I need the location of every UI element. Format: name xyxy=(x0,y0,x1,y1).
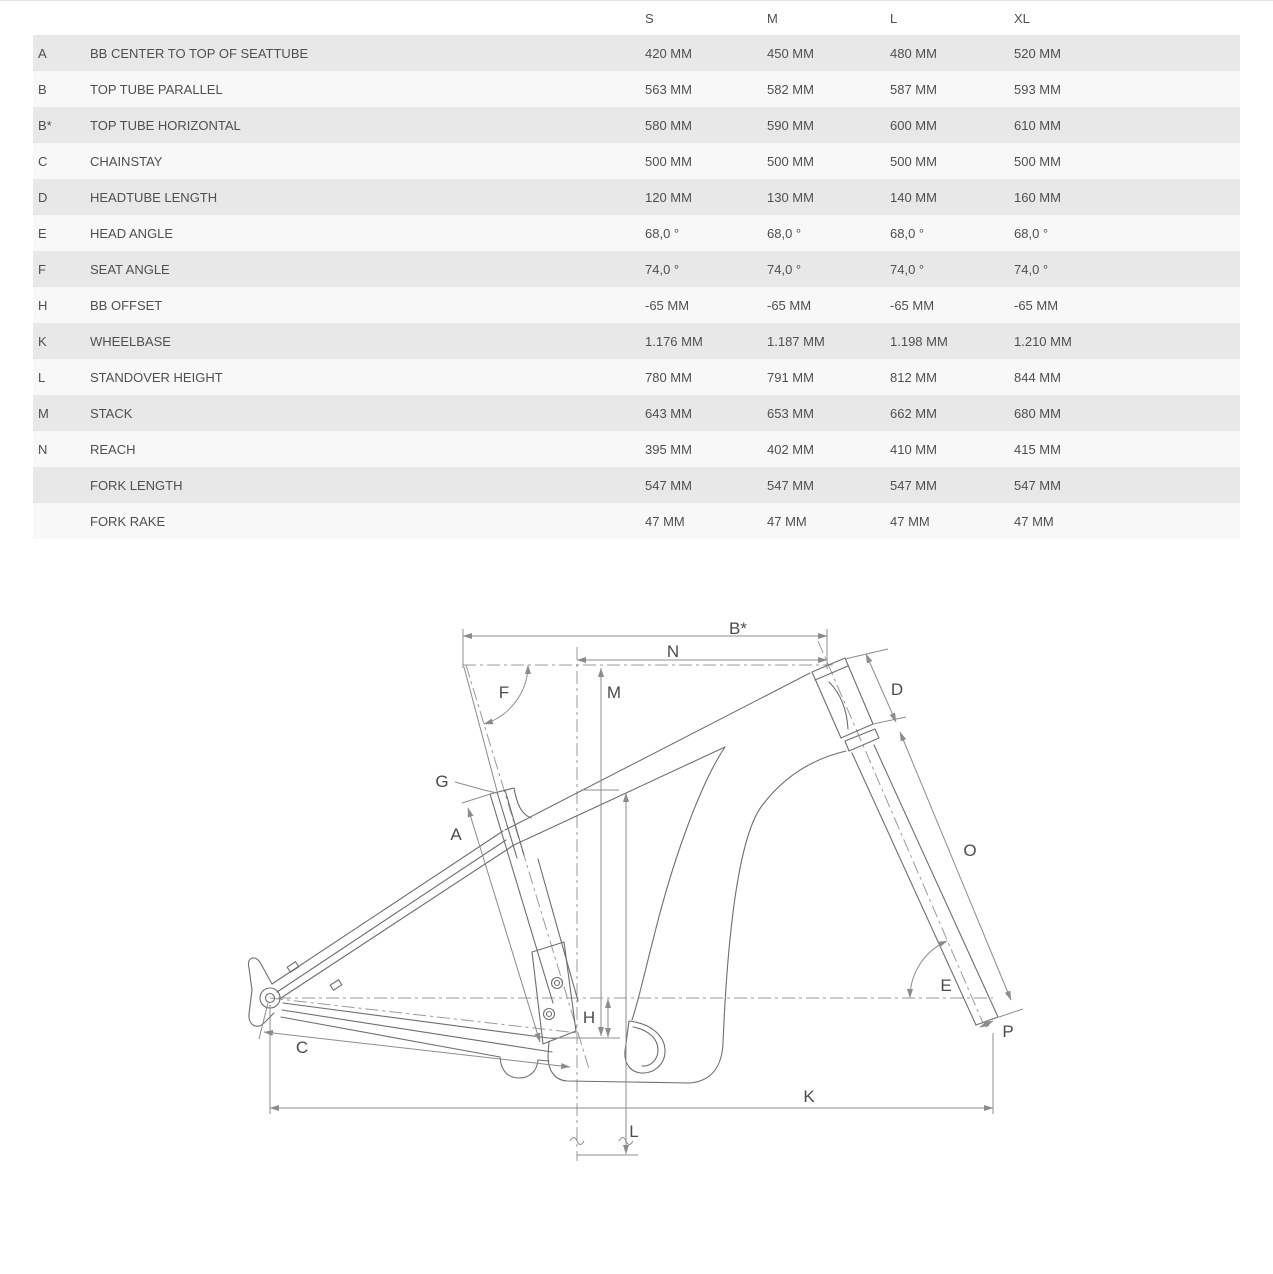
row-value-l: 47 MM xyxy=(890,513,930,529)
axis-lines xyxy=(270,641,993,1161)
geometry-table xyxy=(33,1,1240,539)
diagram-label-bb-offset: H xyxy=(582,1008,596,1027)
row-value-xl: 68,0 ° xyxy=(1014,225,1049,241)
row-value-s: 120 MM xyxy=(645,189,692,205)
table-row xyxy=(33,431,1240,467)
ext-headtube-bottom xyxy=(873,717,906,724)
row-measure-name: STANDOVER HEIGHT xyxy=(90,369,223,385)
row-value-l: 68,0 ° xyxy=(890,225,925,241)
seat-tube-right-edge xyxy=(538,859,578,1001)
row-measure-name: BB OFFSET xyxy=(90,297,163,313)
row-letter: B* xyxy=(38,117,52,133)
frame-geometry-diagram xyxy=(0,561,1273,1274)
diagram-label-b-star-icon: B* xyxy=(729,619,747,638)
header-size-s: S xyxy=(645,10,654,26)
stay-tab-2 xyxy=(330,980,342,990)
header-size-m: M xyxy=(767,10,778,26)
diagram-label-seat-angle: F xyxy=(498,683,510,702)
table-row xyxy=(33,323,1240,359)
diagram-label-stack: M xyxy=(606,683,622,702)
table-row xyxy=(33,179,1240,215)
chainring-cutout-inner xyxy=(633,1027,658,1066)
row-measure-name: WHEELBASE xyxy=(90,333,171,349)
row-value-l: 587 MM xyxy=(890,81,937,97)
row-value-xl: -65 MM xyxy=(1014,297,1059,313)
row-value-m: 402 MM xyxy=(767,441,814,457)
table-row xyxy=(33,35,1240,71)
table-row xyxy=(33,395,1240,431)
chainstay-inner-line xyxy=(282,1010,552,1052)
chainring-cutout xyxy=(625,1021,665,1073)
dimension-lines xyxy=(259,629,1023,1155)
row-value-m: 1.187 MM xyxy=(767,333,825,349)
row-value-s: 643 MM xyxy=(645,405,692,421)
row-value-s: 74,0 ° xyxy=(645,261,680,277)
row-value-l: 812 MM xyxy=(890,369,937,385)
row-value-xl: 160 MM xyxy=(1014,189,1061,205)
row-value-m: 47 MM xyxy=(767,513,807,529)
row-value-s: 500 MM xyxy=(645,153,692,169)
row-value-xl: 1.210 MM xyxy=(1014,333,1072,349)
ext-fork-tip xyxy=(999,1009,1023,1017)
row-measure-name: TOP TUBE HORIZONTAL xyxy=(90,117,241,133)
leader-g xyxy=(455,782,497,793)
row-letter: A xyxy=(38,45,47,61)
row-value-l: 547 MM xyxy=(890,477,937,493)
row-letter: C xyxy=(38,153,48,169)
row-value-m: 450 MM xyxy=(767,45,814,61)
header-row xyxy=(33,1,1240,35)
geometry-table-body xyxy=(33,35,1240,539)
header-size-l: L xyxy=(890,10,898,26)
row-value-s: 47 MM xyxy=(645,513,685,529)
table-row xyxy=(33,359,1240,395)
motor-housing xyxy=(548,1041,723,1083)
dim-chainstay xyxy=(264,1032,570,1067)
header-letter xyxy=(33,1,90,35)
row-measure-name: TOP TUBE PARALLEL xyxy=(90,81,223,97)
row-value-l: 410 MM xyxy=(890,441,937,457)
row-measure-name: STACK xyxy=(90,405,133,421)
row-value-l: 74,0 ° xyxy=(890,261,925,277)
row-value-m: 590 MM xyxy=(767,117,814,133)
row-value-m: 74,0 ° xyxy=(767,261,802,277)
row-letter: M xyxy=(38,405,49,421)
head-tube xyxy=(812,658,873,738)
row-measure-name: HEAD ANGLE xyxy=(90,225,174,241)
diagram-label-headtube: D xyxy=(890,680,904,699)
row-value-m: 68,0 ° xyxy=(767,225,802,241)
diagram-label-head-angle: E xyxy=(940,976,952,995)
diagram-label-seattube: A xyxy=(450,825,462,844)
row-value-s: 563 MM xyxy=(645,81,692,97)
bolt-inner-1 xyxy=(555,981,560,986)
row-measure-name: REACH xyxy=(90,441,136,457)
row-value-xl: 520 MM xyxy=(1014,45,1061,61)
row-value-s: 580 MM xyxy=(645,117,692,133)
seat-tube-axis xyxy=(466,665,589,1069)
row-value-m: 130 MM xyxy=(767,189,814,205)
row-measure-name: SEAT ANGLE xyxy=(90,261,170,277)
diagram-label-fork-length: O xyxy=(963,841,977,860)
row-measure-name: FORK RAKE xyxy=(90,513,166,529)
row-value-s: 780 MM xyxy=(645,369,692,385)
row-value-s: 395 MM xyxy=(645,441,692,457)
header-name xyxy=(90,1,645,35)
table-row xyxy=(33,71,1240,107)
row-letter: L xyxy=(38,369,46,385)
row-value-xl: 47 MM xyxy=(1014,513,1054,529)
row-value-m: -65 MM xyxy=(767,297,812,313)
row-letter: B xyxy=(38,81,47,97)
row-value-m: 500 MM xyxy=(767,153,814,169)
row-value-xl: 500 MM xyxy=(1014,153,1061,169)
row-value-l: 500 MM xyxy=(890,153,937,169)
diagram-label-standover: L xyxy=(629,1122,639,1141)
row-letter: F xyxy=(38,261,46,277)
bolt-outer-2 xyxy=(544,1009,555,1020)
row-letter: D xyxy=(38,189,48,205)
diagram-label-seat-clamp: G xyxy=(435,772,449,791)
row-letter xyxy=(33,467,90,503)
row-value-xl: 680 MM xyxy=(1014,405,1061,421)
row-value-m: 547 MM xyxy=(767,477,814,493)
geometry-table-header xyxy=(33,1,1240,35)
fork-crown xyxy=(845,729,879,751)
row-letter: E xyxy=(38,225,47,241)
row-value-s: 420 MM xyxy=(645,45,692,61)
row-value-xl: 593 MM xyxy=(1014,81,1061,97)
row-value-l: 140 MM xyxy=(890,189,937,205)
row-value-xl: 415 MM xyxy=(1014,441,1061,457)
ext-seat-axis xyxy=(464,667,497,791)
row-value-l: 662 MM xyxy=(890,405,937,421)
row-value-l: 480 MM xyxy=(890,45,937,61)
row-value-xl: 844 MM xyxy=(1014,369,1061,385)
diagram-labels xyxy=(296,619,1014,1141)
row-measure-name: FORK LENGTH xyxy=(90,477,183,493)
chainstay-upper-edge xyxy=(283,1003,556,1039)
top-tube-upper-edge xyxy=(505,673,810,830)
seat-tube-left-edge xyxy=(490,794,553,1003)
row-value-xl: 547 MM xyxy=(1014,477,1061,493)
table-row xyxy=(33,251,1240,287)
row-letter xyxy=(33,503,90,539)
table-row xyxy=(33,215,1240,251)
seat-stay-lower-edge xyxy=(281,845,514,998)
fork-front-edge xyxy=(874,745,998,1017)
diagram-label-chainstay: C xyxy=(295,1038,309,1057)
chainstay-lower-edge xyxy=(281,1017,500,1057)
row-measure-name: HEADTUBE LENGTH xyxy=(90,189,218,205)
seat-tube-right-fillet xyxy=(514,788,531,818)
row-value-l: -65 MM xyxy=(890,297,935,313)
row-value-m: 582 MM xyxy=(767,81,814,97)
table-row xyxy=(33,107,1240,143)
row-value-m: 791 MM xyxy=(767,369,814,385)
down-tube-underside xyxy=(723,751,846,1043)
row-value-s: 547 MM xyxy=(645,477,692,493)
row-value-l: 600 MM xyxy=(890,117,937,133)
row-letter: N xyxy=(38,441,48,457)
dim-fork-rake xyxy=(980,1021,993,1027)
row-value-m: 653 MM xyxy=(767,405,814,421)
row-letter: H xyxy=(38,297,48,313)
row-value-s: -65 MM xyxy=(645,297,690,313)
diagram-label-fork-rake: P xyxy=(1002,1022,1014,1041)
row-measure-name: BB CENTER TO TOP OF SEATTUBE xyxy=(90,45,309,61)
table-row xyxy=(33,143,1240,179)
row-value-s: 1.176 MM xyxy=(645,333,703,349)
row-letter: K xyxy=(38,333,47,349)
bolt-outer-1 xyxy=(552,978,563,989)
diagram-label-reach: N xyxy=(666,642,680,661)
seat-stay-upper-edge xyxy=(272,831,503,984)
header-size-xl: XL xyxy=(1014,10,1030,26)
diagram-label-wheelbase: K xyxy=(803,1087,815,1106)
table-row xyxy=(33,287,1240,323)
bolt-inner-2 xyxy=(547,1012,552,1017)
seat-stay-inner-line xyxy=(277,840,506,992)
row-value-s: 68,0 ° xyxy=(645,225,680,241)
row-value-xl: 74,0 ° xyxy=(1014,261,1049,277)
table-row xyxy=(33,467,1240,503)
row-measure-name: CHAINSTAY xyxy=(90,153,163,169)
row-value-l: 1.198 MM xyxy=(890,333,948,349)
table-row xyxy=(33,503,1240,539)
row-value-xl: 610 MM xyxy=(1014,117,1061,133)
fork-rear-edge xyxy=(852,753,976,1025)
